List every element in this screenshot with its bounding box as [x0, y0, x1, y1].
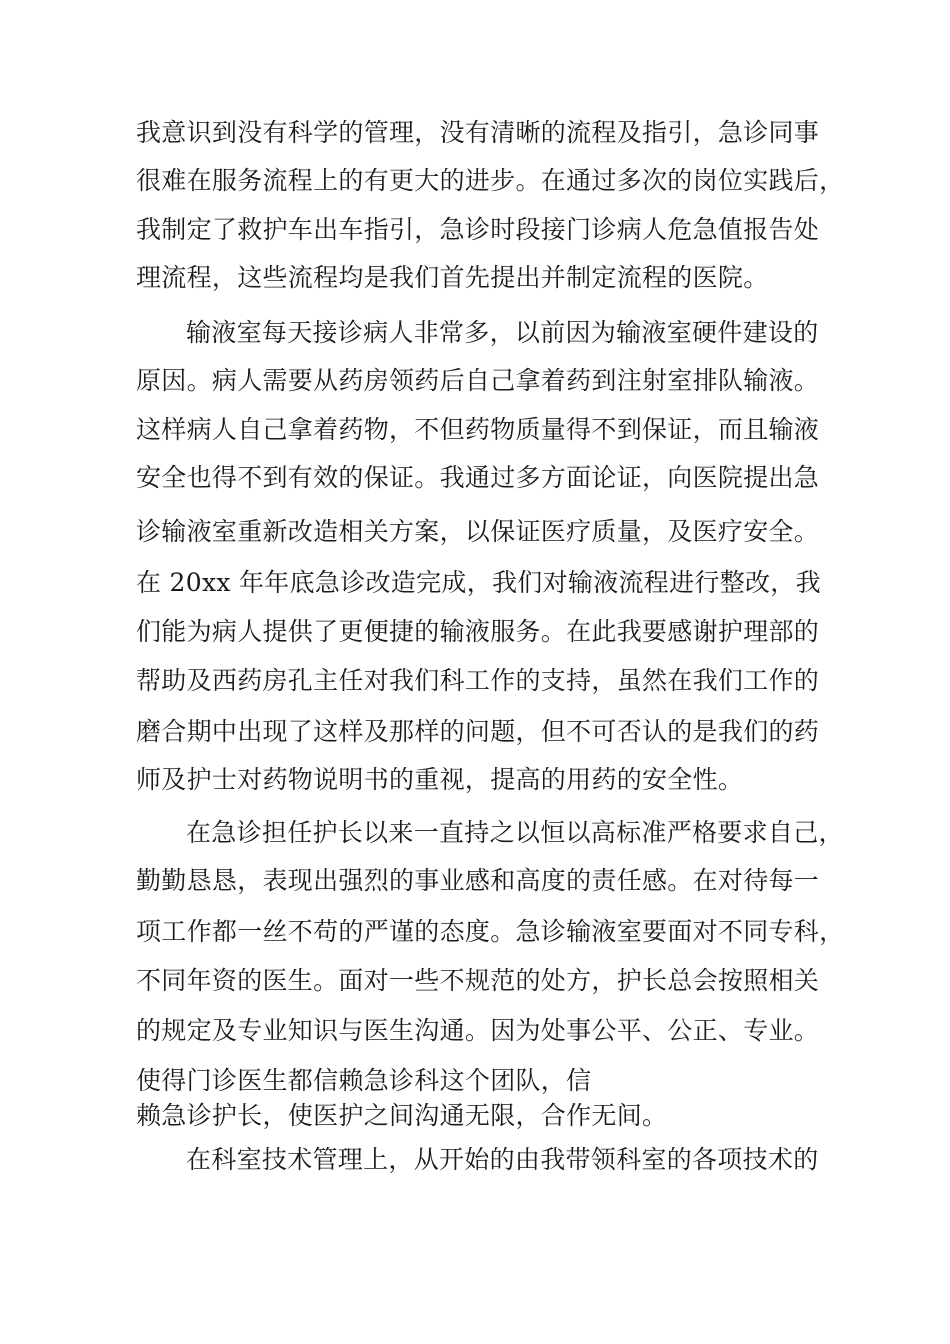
text-line: 师及护士对药物说明书的重视，提高的用药的安全性。: [136, 765, 744, 794]
text-line: 使得门诊医生都信赖急诊科这个团队，信: [136, 1066, 592, 1095]
text-line: 理流程，这些流程均是我们首先提出并制定流程的医院。: [136, 263, 769, 292]
text-line: 我意识到没有科学的管理，没有清晰的流程及指引，急诊同事: [136, 118, 820, 147]
text-line: 的规定及专业知识与医生沟通。因为处事公平、公正、专业。: [136, 1016, 820, 1045]
text-line: 勤勤恳恳，表现出强烈的事业感和高度的责任感。在对待每一: [136, 866, 820, 895]
text-line: 安全也得不到有效的保证。我通过多方面论证，向医院提出急: [136, 463, 820, 492]
paragraph-first-line: 在急诊担任护长以来一直持之以恒以高标准严格要求自己，: [186, 818, 844, 847]
text-line: 这样病人自己拿着药物，不但药物质量得不到保证，而且输液: [136, 415, 820, 444]
text-line: 在 20xx 年年底急诊改造完成，我们对输液流程进行整改，我: [136, 568, 821, 597]
text-line: 诊输液室重新改造相关方案，以保证医疗质量，及医疗安全。: [136, 517, 820, 546]
text-line: 原因。病人需要从药房领药后自己拿着药到注射室排队输液。: [136, 366, 820, 395]
text-line: 不同年资的医生。面对一些不规范的处方，护长总会按照相关: [136, 966, 820, 995]
text-line: 很难在服务流程上的有更大的进步。在通过多次的岗位实践后，: [136, 166, 845, 195]
paragraph-first-line: 输液室每天接诊病人非常多，以前因为输液室硬件建设的: [186, 318, 819, 347]
text-line: 我制定了救护车出车指引，急诊时段接门诊病人危急值报告处: [136, 215, 820, 244]
paragraph-first-line: 在科室技术管理上，从开始的由我带领科室的各项技术的: [186, 1145, 819, 1174]
text-line: 项工作都一丝不苟的严谨的态度。急诊输液室要面对不同专科，: [136, 917, 845, 946]
text-line: 们能为病人提供了更便捷的输液服务。在此我要感谢护理部的: [136, 617, 820, 646]
text-line: 磨合期中出现了这样及那样的问题，但不可否认的是我们的药: [136, 717, 820, 746]
text-line: 赖急诊护长，使医护之间沟通无限，合作无间。: [136, 1101, 668, 1130]
text-line: 帮助及西药房孔主任对我们科工作的支持，虽然在我们工作的: [136, 666, 820, 695]
